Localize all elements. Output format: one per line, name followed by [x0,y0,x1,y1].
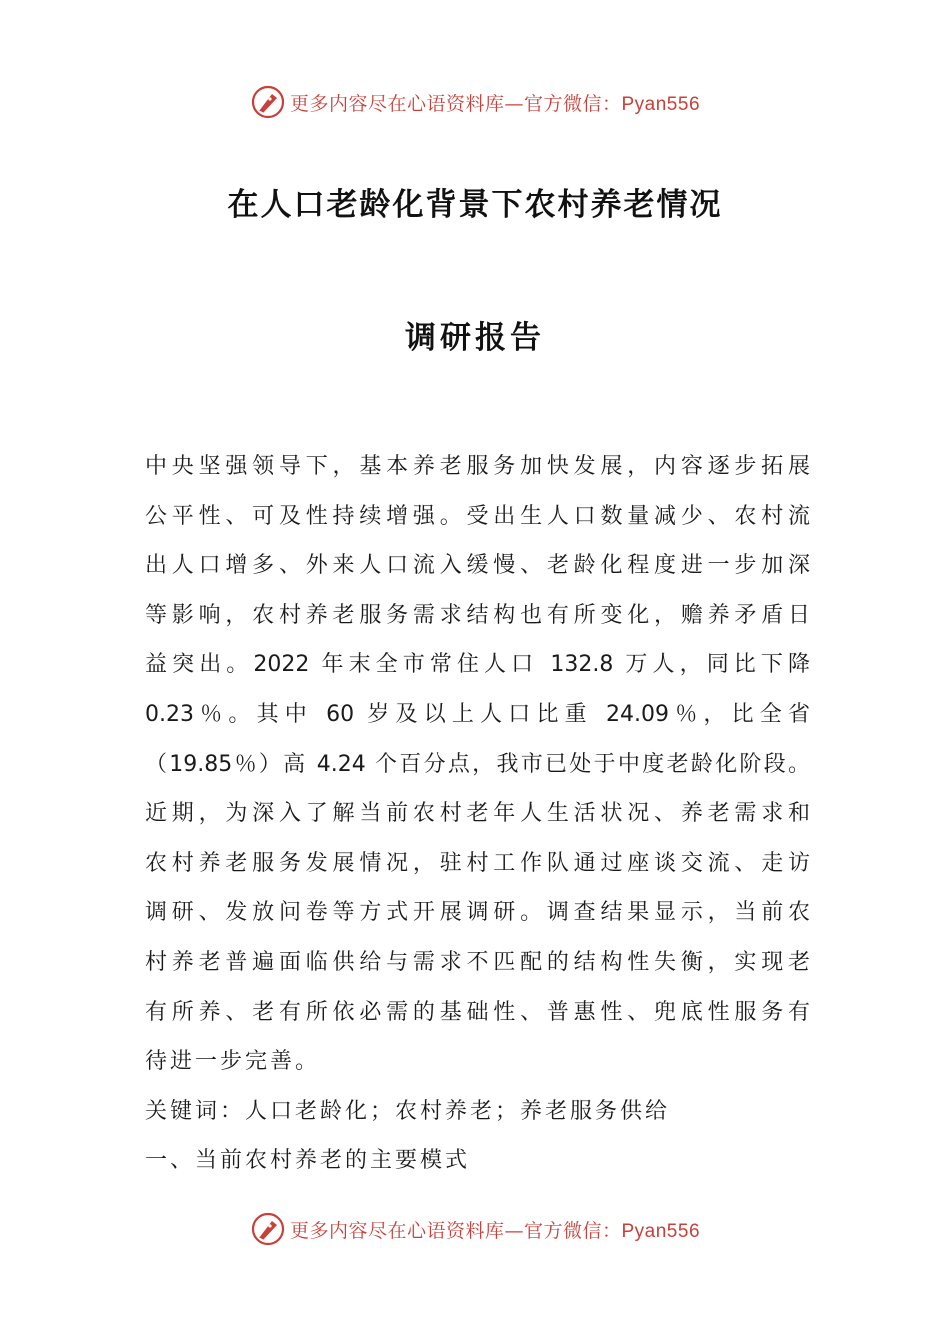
body-line: 调研、发放问卷等方式开展调研。调查结果显示，当前农 [145,900,810,926]
pen-nib-logo-icon [250,1211,286,1247]
body-line: 农村养老服务发展情况，驻村工作队通过座谈交流、走访 [145,850,810,876]
body-line: （19.85％）高 4.24 个百分点，我市已处于中度老龄化阶段。 [145,751,810,777]
footer-watermark [0,1209,950,1249]
document-title-line-1: 在人口老龄化背景下农村养老情况 [227,187,723,223]
body-line: 等影响，农村养老服务需求结构也有所变化，赡养矛盾日 [145,602,810,628]
watermark-text [290,89,700,116]
watermark-text [290,1216,700,1243]
body-paragraph [145,442,810,1186]
watermark-wechat-id: Pyan556 [621,1220,701,1242]
watermark-site-text: 更多内容尽在心语资料库—官方微信： [289,1219,622,1242]
body-line: 益突出。2022 年末全市常住人口 132.8 万人，同比下降 [145,652,810,678]
body-line: 近期，为深入了解当前农村老年人生活状况、养老需求和 [145,801,810,827]
watermark-wechat-id: Pyan556 [621,93,701,115]
body-line: 有所养、老有所依必需的基础性、普惠性、兜底性服务有 [145,999,810,1025]
body-line: 村养老普遍面临供给与需求不匹配的结构性失衡，实现老 [145,949,810,975]
body-line: 待进一步完善。 [145,1049,321,1075]
header-watermark [0,82,950,122]
body-line: 中央坚强领导下，基本养老服务加快发展，内容逐步拓展 [145,454,810,479]
section-heading: 一、当前农村养老的主要模式 [145,1148,471,1174]
watermark-site-text: 更多内容尽在心语资料库—官方微信： [289,92,622,115]
body-line: 出人口增多、外来人口流入缓慢、老龄化程度进一步加深 [145,553,810,579]
pen-nib-logo-icon [250,84,286,120]
body-line: 公平性、可及性持续增强。受出生人口数量减少、农村流 [145,503,810,529]
document-title-line-2: 调研报告 [405,320,545,356]
body-line: 0.23％。其中 60 岁及以上人口比重 24.09％，比全省 [145,701,810,727]
keywords-line: 关键词：人口老龄化；农村养老；养老服务供给 [145,1098,671,1124]
